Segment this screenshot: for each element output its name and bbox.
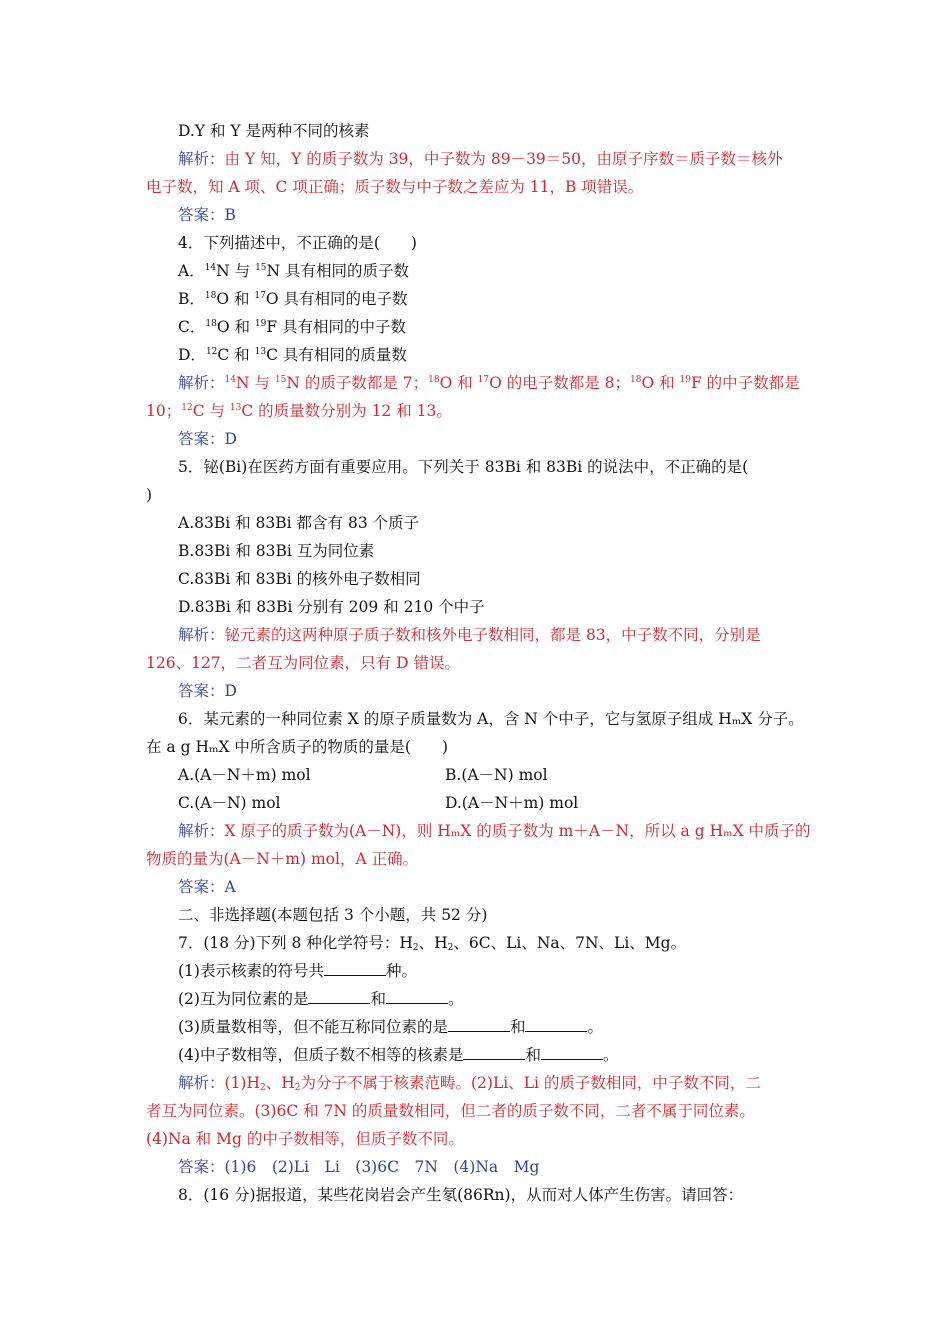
q6-answer: 答案：A bbox=[178, 878, 236, 896]
q7-explanation-line1: 解析：$(1)H_2$、$H_2$为分子不属于核素范畴。(2)Li、Li 的质子数相同，中子数不同，二 bbox=[178, 1074, 761, 1093]
answer-blank bbox=[541, 1045, 603, 1060]
explanation-label: 解析： bbox=[178, 150, 225, 168]
q8-stem: 8．(16 分)据报道，某些花岗岩会产生氡(86Rn)，从而对人体产生伤害。请回答： bbox=[178, 1186, 744, 1204]
q5-stem-line1: 5．铋(Bi)在医药方面有重要应用。下列关于 83Bi 和 83Bi 的说法中，不正确的是( bbox=[178, 458, 749, 476]
q3-option-d: D.Y 和 Y 是两种不同的核素 bbox=[178, 122, 370, 140]
q3-explanation-line2: 电子数，知 A 项、C 项正确；质子数与中子数之差应为 11，B 项错误。 bbox=[146, 178, 644, 196]
q6-explanation-line1: 解析：X 原子的质子数为(A－N)，则 HₘX 的质子数为 m＋A－N，所以 a g HₘX 中质子的 bbox=[178, 822, 811, 840]
q6-stem-line1: 6．某元素的一种同位素 X 的原子质量数为 A，含 N 个中子，它与氢原子组成 HₘX 分子。 bbox=[178, 710, 804, 728]
answer-blank bbox=[448, 1017, 510, 1032]
q5-option-b: B.83Bi 和 83Bi 互为同位素 bbox=[178, 542, 375, 560]
q5-stem-line2: ) bbox=[146, 486, 153, 504]
answer-blank bbox=[308, 989, 370, 1004]
q4-stem: 4．下列描述中，不正确的是( ) bbox=[178, 234, 417, 252]
q5-option-d: D.83Bi 和 83Bi 分别有 209 和 210 个中子 bbox=[178, 598, 485, 616]
q6-stem-line2: 在 a g HₘX 中所含质子的物质的量是( ) bbox=[146, 738, 449, 756]
section-heading: 二、非选择题(本题包括 3 个小题，共 52 分) bbox=[178, 906, 488, 924]
q4-option-a: A．$^{14}$N 与 $^{15}$N 具有相同的质子数 bbox=[178, 262, 410, 280]
q5-option-c: C.83Bi 和 83Bi 的核外电子数相同 bbox=[178, 570, 421, 588]
q6-option-d: D.(A－N＋m) mol bbox=[445, 794, 579, 812]
q5-explanation-line1: 解析：铋元素的这两种原子质子数和核外电子数相同，都是 83，中子数不同，分别是 bbox=[178, 626, 761, 644]
q7-part2: (2)互为同位素的是 和 。 bbox=[178, 990, 464, 1008]
q4-option-b: B．$^{18}$O 和 $^{17}$O 具有相同的电子数 bbox=[178, 290, 408, 308]
q4-explanation-line2: 10；$^{12}$C 与 $^{13}$C 的质量数分别为 12 和 13。 bbox=[146, 402, 452, 420]
q5-answer: 答案：D bbox=[178, 682, 237, 700]
q7-part1: (1)表示核素的符号共 种。 bbox=[178, 962, 417, 980]
q5-option-a: A.83Bi 和 83Bi 都含有 83 个质子 bbox=[178, 514, 420, 532]
q6-explanation-line2: 物质的量为(A－N＋m) mol，A 正确。 bbox=[146, 850, 419, 868]
answer-blank bbox=[324, 961, 386, 976]
q4-option-d: D．$^{12}$C 和 $^{13}$C 具有相同的质量数 bbox=[178, 346, 407, 364]
q7-explanation-line3: (4)Na 和 Mg 的中子数相等，但质子数不同。 bbox=[146, 1130, 464, 1148]
q4-option-c: C．$^{18}$O 和 $^{19}$F 具有相同的中子数 bbox=[178, 318, 407, 336]
q6-option-c: C.(A－N) mol bbox=[178, 794, 281, 812]
answer-blank bbox=[386, 989, 448, 1004]
q7-explanation-line2: 者互为同位素。(3)6C 和 7N 的质量数相同，但二者的质子数不同，二者不属于同位素。 bbox=[146, 1102, 755, 1120]
answer-blank bbox=[463, 1045, 525, 1060]
q7-stem: 7．(18 分)下列 8 种化学符号：$H_2$、$H_2$、6C、Li、Na、7N、Li、Mg。 bbox=[178, 934, 687, 953]
q6-options-row1 bbox=[178, 765, 778, 785]
q7-answer: 答案：(1)6 (2)Li Li (3)6C 7N (4)Na Mg bbox=[178, 1158, 540, 1176]
q7-part3: (3)质量数相等，但不能互称同位素的是 和 。 bbox=[178, 1018, 603, 1036]
q4-answer: 答案：D bbox=[178, 430, 237, 448]
q7-part4: (4)中子数相等，但质子数不相等的核素是 和 。 bbox=[178, 1046, 619, 1064]
q4-explanation-line1: 解析：$^{14}$N 与 $^{15}$N 的质子数都是 7；$^{18}$O 和 $^{17}$O 的电子数都是 8；$^{18}$O 和 $^{19}$F 的中子数都是 bbox=[178, 374, 800, 392]
q3-explanation-line1: 解析：由 Y 知，Y 的质子数为 39，中子数为 89－39＝50，由原子序数＝质子数＝核外 bbox=[178, 150, 783, 168]
q3-answer: 答案：B bbox=[178, 206, 236, 224]
q5-explanation-line2: 126、127，二者互为同位素，只有 D 错误。 bbox=[146, 654, 460, 672]
answer-blank bbox=[525, 1017, 587, 1032]
q6-option-b: B.(A－N) mol bbox=[445, 766, 548, 784]
q6-option-a: A.(A－N＋m) mol bbox=[178, 766, 311, 784]
q6-options-row2 bbox=[178, 793, 778, 813]
